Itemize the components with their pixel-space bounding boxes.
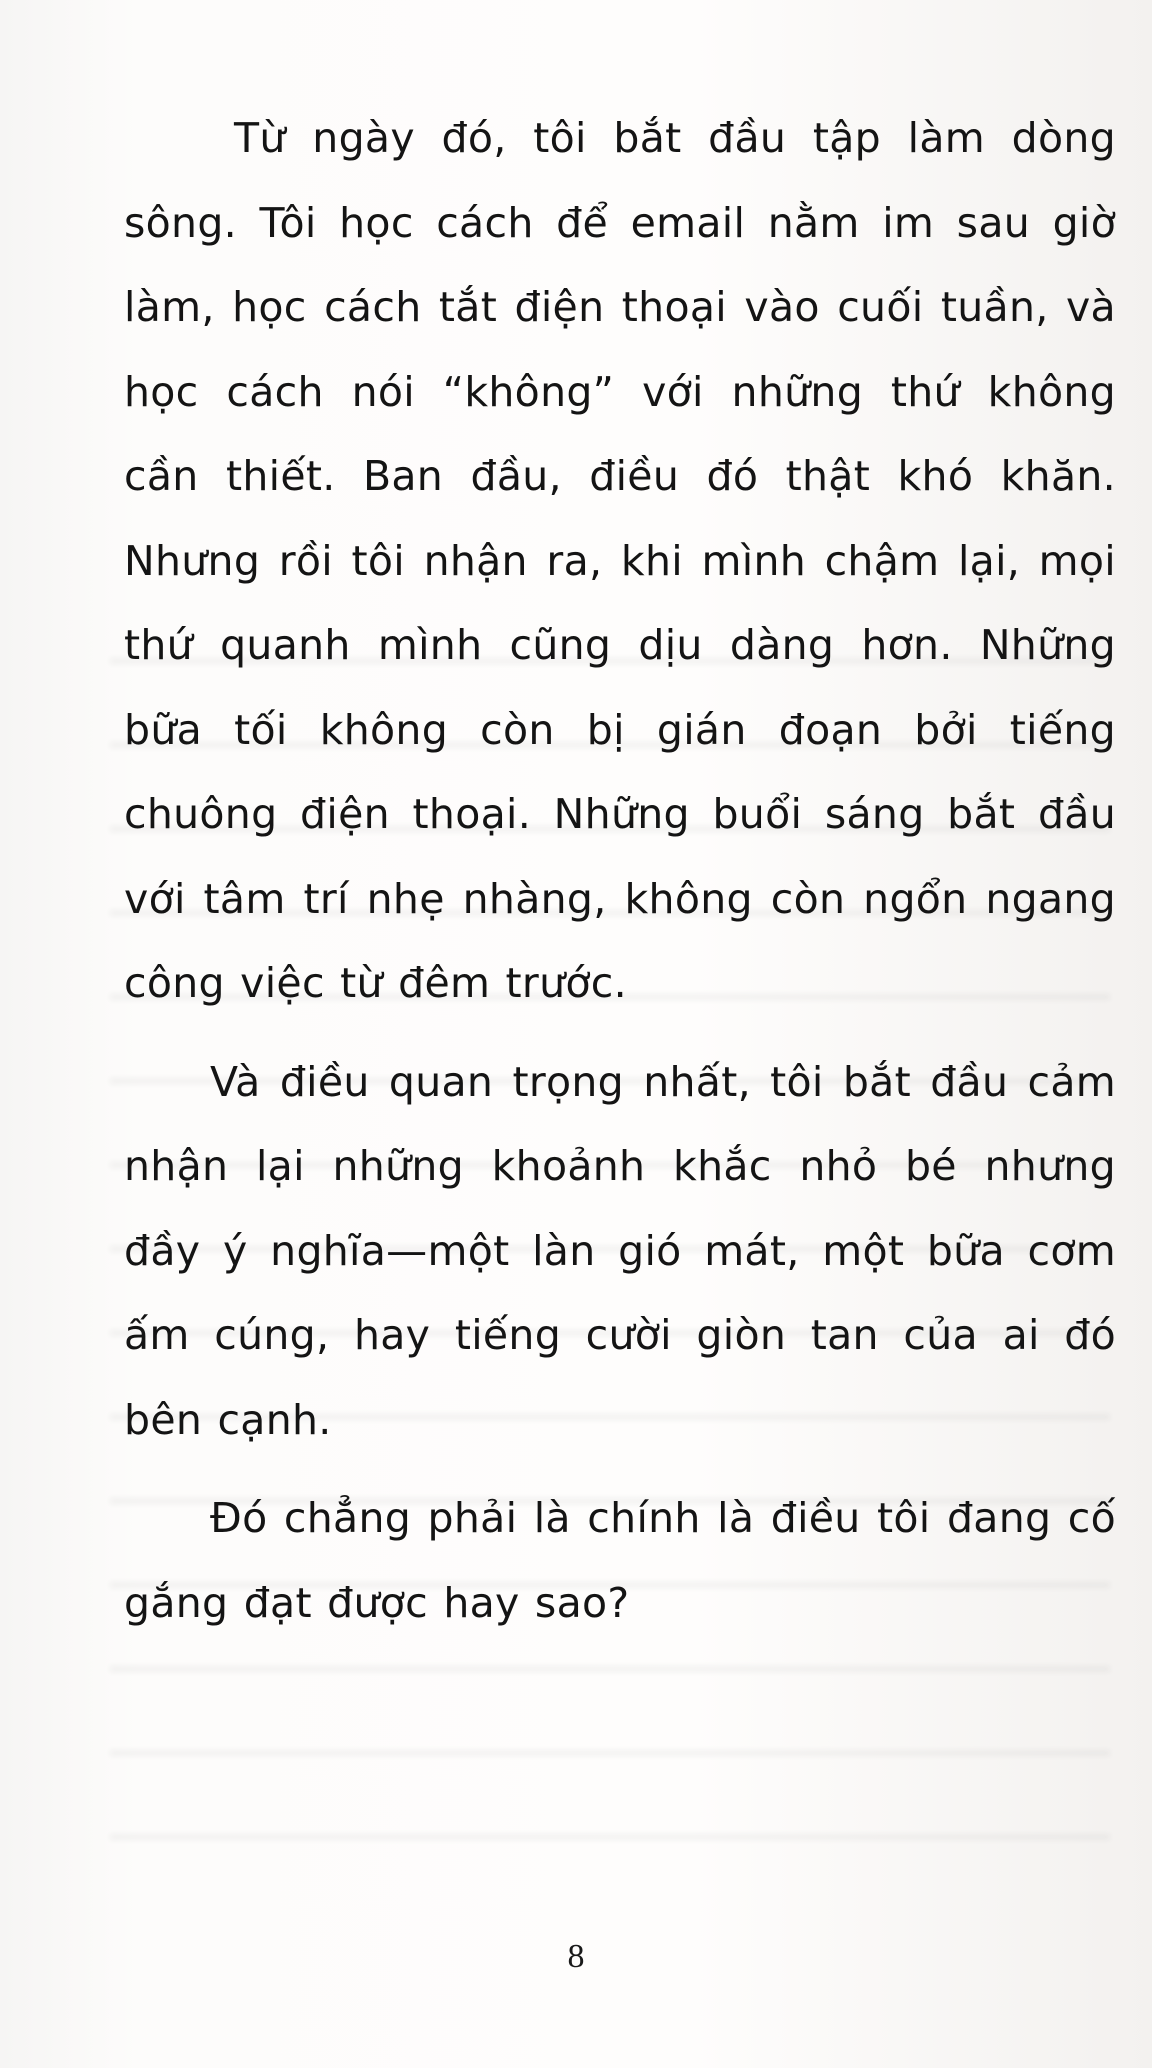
paragraph-3: Đó chẳng phải là chính là điều tôi đang cố gắng đạt được hay sao? — [124, 1494, 1116, 1627]
paragraph-2: Và điều quan trọng nhất, tôi bắt đầu cảm nhận lại những khoảnh khắc nhỏ bé nhưng đầy ý nghĩa—một làn gió mát, một bữa cơm ấm cúng, hay tiếng cười giòn tan của ai đó bên cạnh. — [124, 1057, 1116, 1444]
page-number: 8 — [567, 1938, 585, 1975]
paragraph-1: Từ ngày đó, tôi bắt đầu tập làm dòng sông. Tôi học cách để email nằm im sau giờ làm, học cách tắt điện thoại vào cuối tuần, và học cách nói “không” với những thứ không cần thiết. Ban đầu, điều đó thật khó khăn. Nhưng rồi tôi nhận ra, khi mình chậm lại, mọi thứ quanh mình cũng dịu dàng hơn. Những bữa tối không còn bị gián đoạn bởi tiếng chuông điện thoại. Những buổi sáng bắt đầu với tâm trí nhẹ nhàng, không còn ngổn ngang công việc từ đêm trước. — [124, 114, 1116, 1007]
body-text — [124, 96, 1116, 1645]
